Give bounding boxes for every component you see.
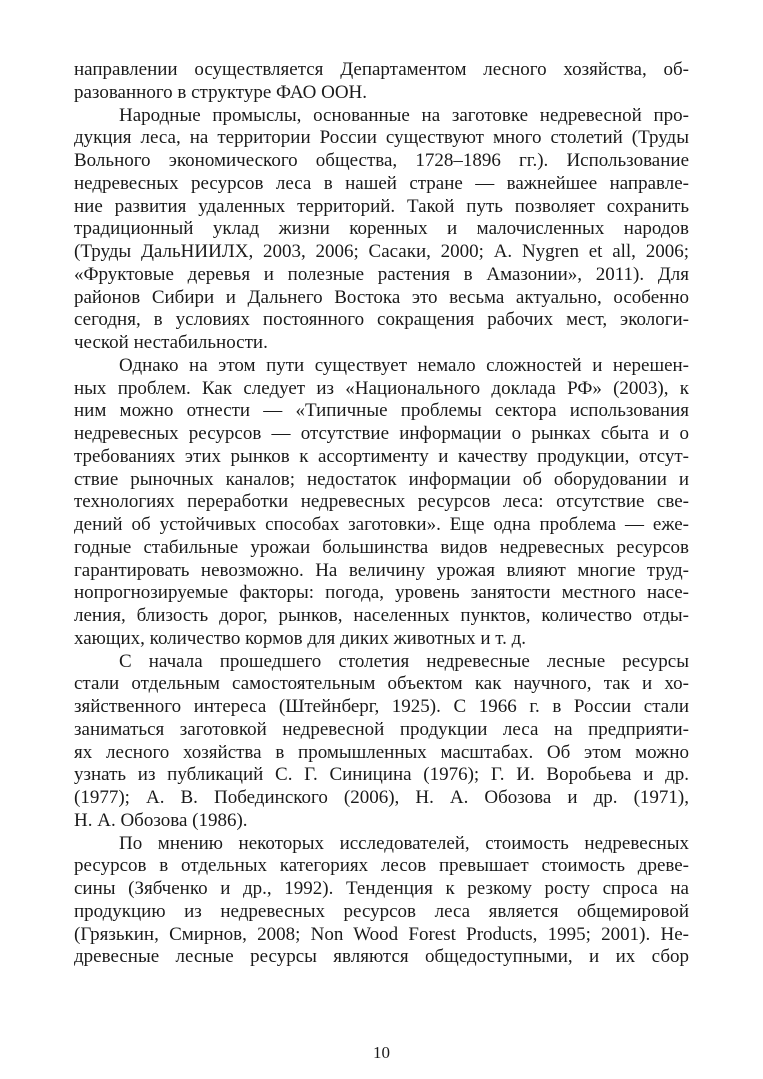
text-line: «Фруктовые деревья и полезные растения в Амазонии», 2011). Для bbox=[74, 263, 689, 285]
text-line: зяйственного интереса (Штейнберг, 1925). С 1966 г. в России стали bbox=[74, 696, 689, 717]
text-line: заниматься заготовкой недревесной продукции леса на предприяти- bbox=[74, 718, 689, 740]
text-line: дукция леса, на территории России существуют много столетий (Труды bbox=[74, 127, 689, 149]
text-line: продукцию из недревесных ресурсов леса является общемировой bbox=[74, 900, 689, 922]
text-line: ных проблем. Как следует из «Национального доклада РФ» (2003), к bbox=[74, 377, 689, 399]
text-line: недревесных ресурсов леса в нашей стране — важнейшее направле- bbox=[74, 172, 689, 194]
paragraph bbox=[74, 59, 689, 105]
text-line: ях лесного хозяйства в промышленных масштабах. Об этом можно bbox=[74, 741, 689, 763]
text-line: ние развития удаленных территорий. Такой путь позволяет сохранить bbox=[74, 195, 689, 217]
page-number: 10 bbox=[373, 1043, 390, 1062]
text-line: Н. А. Обозова (1986). bbox=[74, 809, 248, 831]
body-text bbox=[74, 59, 689, 969]
text-line: Однако на этом пути существует немало сложностей и нерешен- bbox=[119, 354, 689, 376]
text-line: технологиях переработки недревесных ресурсов леса: отсутствие све- bbox=[74, 491, 689, 513]
text-line: разованного в структуре ФАО ООН. bbox=[74, 81, 368, 103]
text-line: (Труды ДальНИИЛХ, 2003, 2006; Сасаки, 2000; A. Nygren et all, 2006; bbox=[74, 241, 689, 262]
text-line: недревесных ресурсов — отсутствие информации о рынках сбыта и о bbox=[74, 423, 689, 444]
text-line: нопрогнозируемые факторы: погода, уровень занятости местного насе- bbox=[74, 582, 689, 604]
text-line: узнать из публикаций С. Г. Синицина (1976); Г. И. Воробьева и др. bbox=[74, 764, 689, 786]
text-line: Вольного экономического общества, 1728–1896 гг.). Использование bbox=[74, 150, 689, 171]
text-line: сегодня, в условиях постоянного сокращения рабочих мест, экологи- bbox=[74, 309, 689, 331]
text-line: ресурсов в отдельных категориях лесов превышает стоимость древе- bbox=[74, 855, 689, 877]
paragraph bbox=[74, 651, 689, 833]
text-line: С начала прошедшего столетия недревесные лесные ресурсы bbox=[119, 650, 689, 672]
text-line: стали отдельным самостоятельным объектом как научного, так и хо- bbox=[74, 673, 689, 695]
text-line: годные стабильные урожаи большинства видов недревесных ресурсов bbox=[74, 536, 689, 558]
text-line: ствие рыночных каналов; недостаток информации об оборудовании и bbox=[74, 468, 689, 490]
text-line: гарантировать невозможно. На величину урожая влияют многие труд- bbox=[74, 559, 689, 581]
text-line: направлении осуществляется Департаментом лесного хозяйства, об- bbox=[74, 59, 689, 80]
text-line: (Грязькин, Смирнов, 2008; Non Wood Forest Products, 1995; 2001). Не- bbox=[74, 923, 689, 945]
text-line: требованиях этих рынков к ассортименту и качеству продукции, отсут- bbox=[74, 445, 689, 467]
text-line: Народные промыслы, основанные на заготовке недревесной про- bbox=[119, 104, 689, 126]
paragraph bbox=[74, 355, 689, 651]
text-line: ления, близость дорог, рынков, населенных пунктов, количество отды- bbox=[74, 605, 689, 626]
paragraph bbox=[74, 833, 689, 970]
text-line: ним можно отнести — «Типичные проблемы сектора использования bbox=[74, 400, 689, 422]
text-line: ческой нестабильности. bbox=[74, 332, 268, 353]
text-line: сины (Зябченко и др., 1992). Тенденция к резкому росту спроса на bbox=[74, 878, 689, 899]
text-line: традиционный уклад жизни коренных и малочисленных народов bbox=[74, 218, 689, 240]
text-line: районов Сибири и Дальнего Востока это весьма актуально, особенно bbox=[74, 286, 689, 308]
text-line: древесные лесные ресурсы являются общедоступными, и их сбор bbox=[74, 946, 689, 968]
text-line: По мнению некоторых исследователей, стоимость недревесных bbox=[119, 832, 689, 854]
text-line: дений об устойчивых способах заготовки». Еще одна проблема — еже- bbox=[74, 514, 689, 535]
paragraph bbox=[74, 105, 689, 355]
text-line: (1977); А. В. Побединского (2006), Н. А. Обозова и др. (1971), bbox=[74, 787, 689, 808]
text-line: хающих, количество кормов для диких животных и т. д. bbox=[74, 627, 527, 649]
